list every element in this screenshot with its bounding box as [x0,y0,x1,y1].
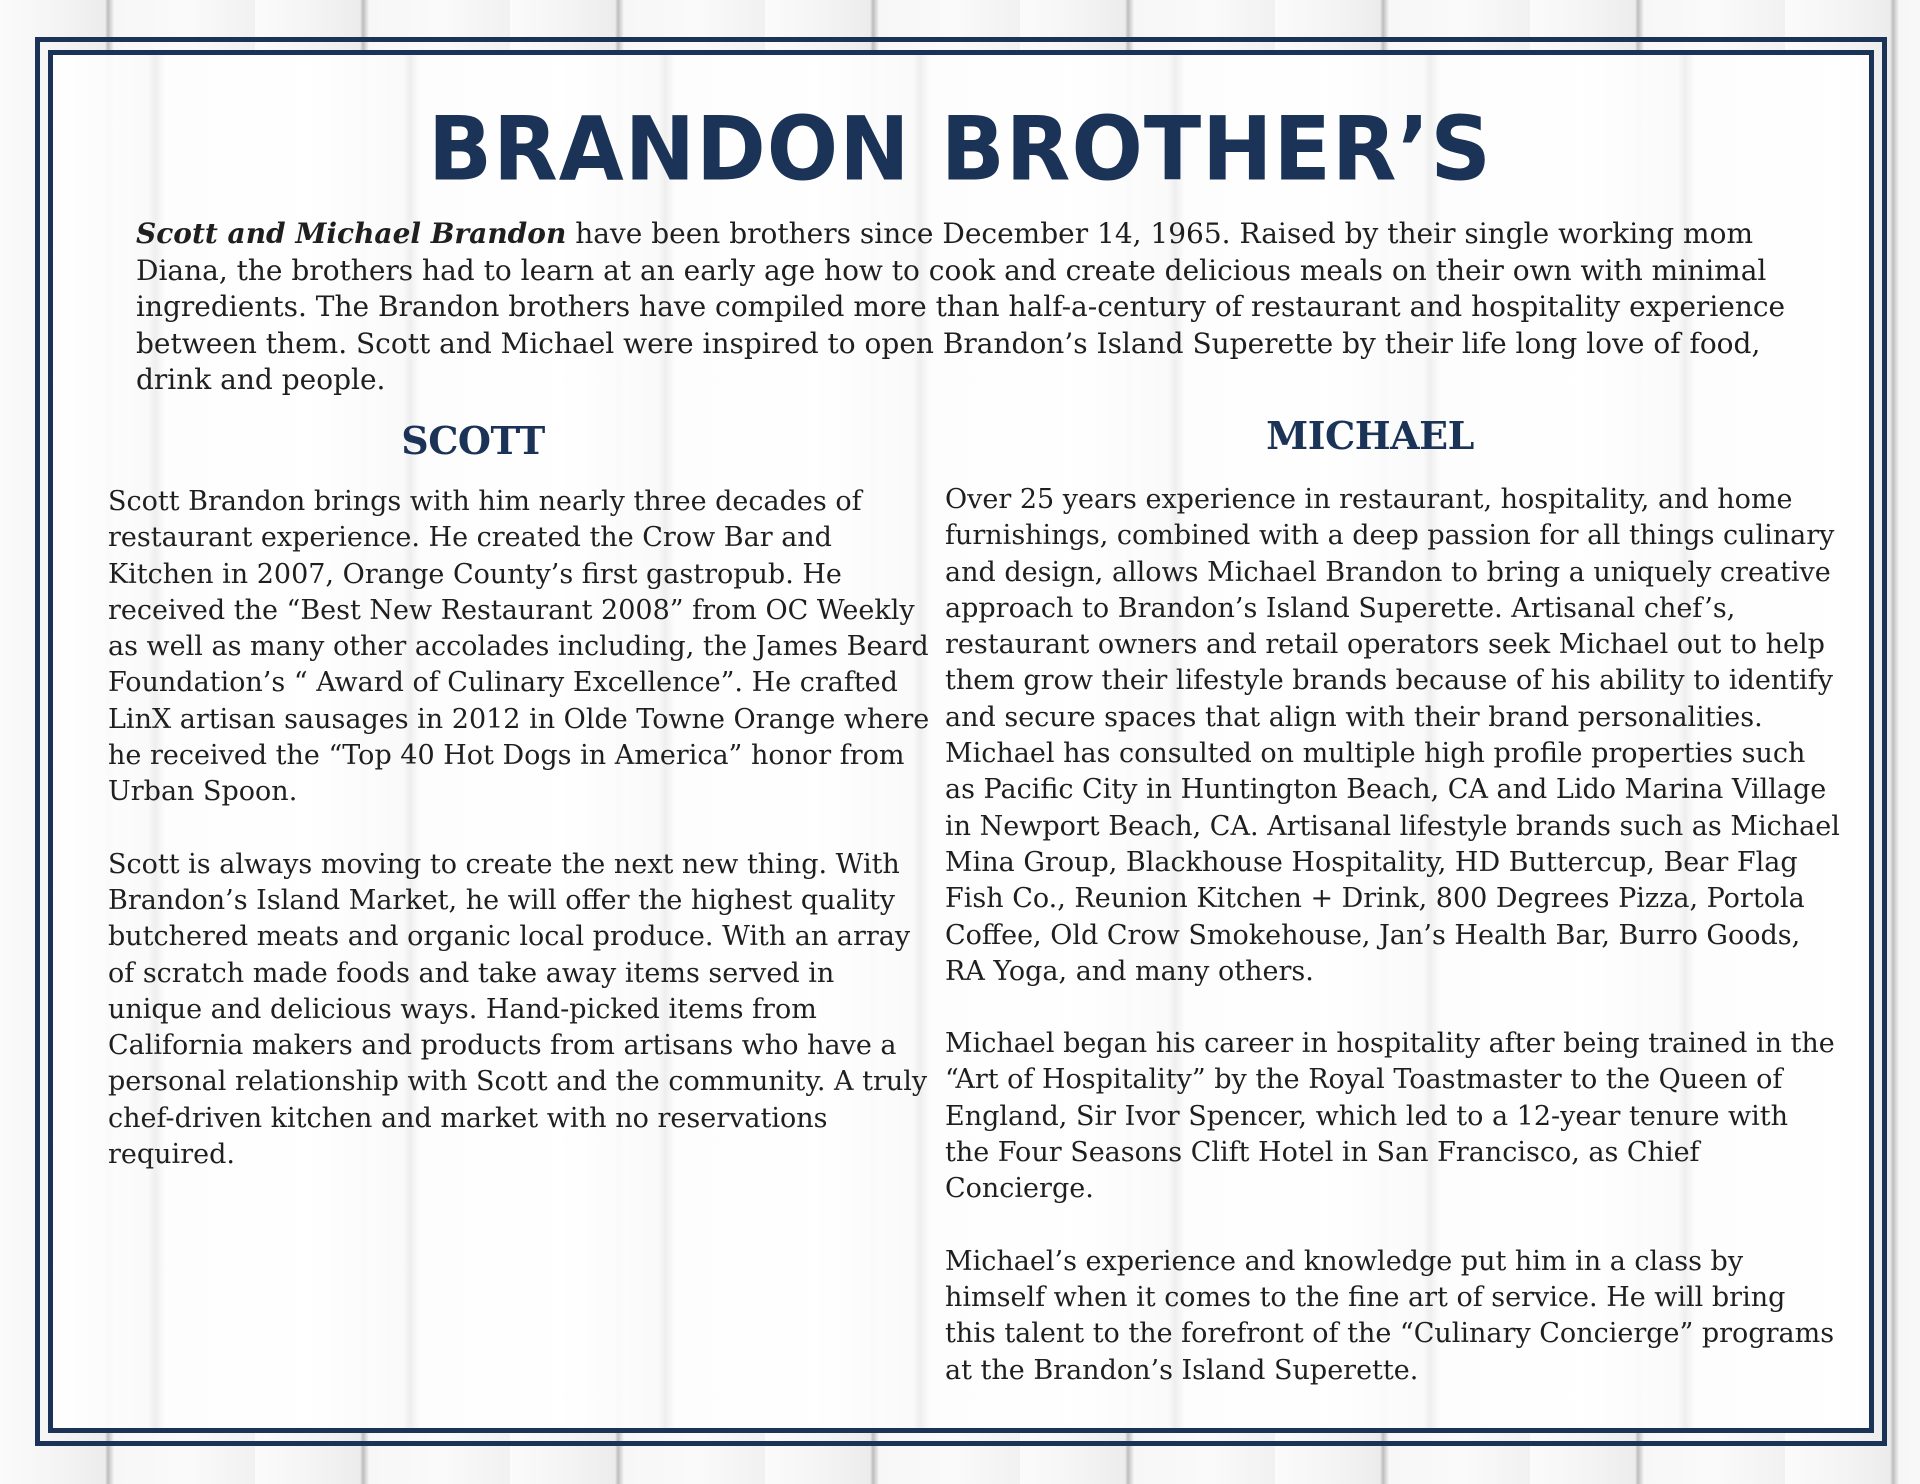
scott-heading: SCOTT [401,418,545,463]
page-title: BRANDON BROTHER’S [428,97,1492,201]
michael-paragraph: Michael began his career in hospitality after being trained in the “Art of Hospitality” by the Royal Toastmaster to the Queen of England, Sir Ivor Spencer, which led to a 12-year tenure with the Four Seasons Clift Hotel in San Francisco, as Chief Concierge. [945,1028,1835,1205]
scott-paragraph: Scott Brandon brings with him nearly three decades of restaurant experience. He created the Crow Bar and Kitchen in 2007, Orange County’s first gastropub. He received the “Best New Restaurant 2008” from OC Weekly as well as many other accolades including, the James Beard Foundation’s “ Award of Culinary Excellence”. He crafted LinX artisan sausages in 2012 in Olde Towne Orange where he received the “Top 40 Hot Dogs in America” honor from Urban Spoon. [108,486,930,808]
scott-column [108,484,930,1209]
intro-paragraph [136,216,1796,399]
intro-names: Scott and Michael Brandon [136,217,567,250]
michael-paragraph: Michael’s experience and knowledge put him in a class by himself when it comes to the fine art of service. He will bring this talent to the forefront of the “Culinary Concierge” programs at the Brandon’s Island Superette. [945,1245,1835,1386]
scott-paragraph: Scott is always moving to create the next new thing. With Brandon’s Island Market, he will offer the highest quality butchered meats and organic local produce. With an array of scratch made foods and take away items served in unique and delicious ways. Hand-picked items from California makers and products from artisans who have a personal relationship with Scott and the community. A truly chef-driven kitchen and market with no reservations required. [108,848,928,1171]
michael-paragraph: Over 25 years experience in restaurant, hospitality, and home furnishings, combined with a deep passion for all things culinary and design, allows Michael Brandon to bring a uniquely creative approach to Brandon’s Island Superette. Artisanal chef’s, restaurant owners and retail operators seek Michael out to help them grow their lifestyle brands because of his ability to identify and secure spaces that align with their brand personalities. Michael has consulted on multiple high profile properties such as Pacific City in Huntington Beach, CA and Lido Marina Village in Newport Beach, CA. Artisanal lifestyle brands such as Michael Mina Group, Blackhouse Hospitality, HD Buttercup, Bear Flag Fish Co., Reunion Kitchen + Drink, 800 Degrees Pizza, Portola Coffee, Old Crow Smokehouse, Jan’s Health Bar, Burro Goods, RA Yoga, and many others. [945,484,1840,987]
michael-heading: MICHAEL [1266,413,1474,458]
intro-text: have been brothers since December 14, 1965. Raised by their single working mom Diana, the brothers had to learn at an early age how to cook and create delicious meals on their own with minimal ingredients. The Brandon brothers have compiled more than half-a-century of restaurant and hospitality experience between them. Scott and Michael were inspired to open Brandon’s Island Superette by their life long love of food, drink and people. [136,217,1786,396]
michael-column [945,482,1840,1425]
